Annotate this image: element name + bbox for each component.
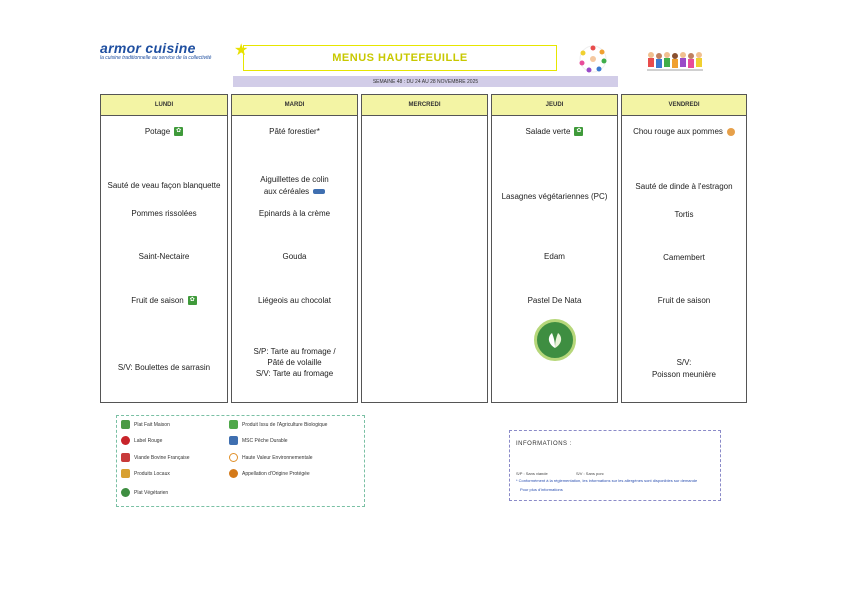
week-range-bar: SEMAINE 48 : DU 24 AU 28 NOVEMBRE 2025 — [233, 76, 618, 87]
info-title: INFORMATIONS : — [516, 441, 572, 447]
menu-item: Edam — [544, 252, 565, 261]
day-header: VENDREDI — [622, 95, 746, 116]
organic-icon: ✿ — [176, 128, 182, 135]
day-column-vendredi — [621, 94, 747, 403]
brand-tagline: la cuisine traditionnelle au service de la collectivité — [100, 55, 212, 61]
legend-item: Produit Issu de l'Agriculture Biologique — [229, 420, 327, 429]
menu-item: Pastel De Nata — [527, 296, 582, 305]
legend-item: Plat Fait Maison — [121, 420, 170, 429]
day-column-mercredi — [361, 94, 488, 403]
menu-item: Fruit de saison — [657, 296, 711, 305]
day-column-jeudi — [491, 94, 618, 403]
menu-item: Lasagnes végétariennes (PC) — [501, 192, 608, 201]
brand-logo: armor cuisine — [100, 40, 196, 56]
menu-item: S/P: Tarte au fromage / Pâté de volaille — [253, 347, 336, 367]
aop-icon — [229, 469, 238, 478]
msc-fish-icon — [229, 436, 238, 445]
legend-box — [116, 415, 365, 507]
info-line: S/P : Sans viande — [516, 471, 548, 476]
msc-fish-icon — [313, 189, 325, 194]
beef-france-icon — [121, 453, 130, 462]
menu-item: Gouda — [282, 252, 307, 261]
menu-item: Potage ✿ — [144, 127, 182, 136]
hve-icon — [229, 453, 238, 462]
local-products-icon — [727, 128, 735, 136]
menu-item: Liégeois au chocolat — [258, 296, 331, 305]
day-column-mardi — [231, 94, 358, 403]
information-box — [509, 430, 721, 501]
info-line: S/V : Sans porc — [576, 471, 604, 476]
info-link[interactable]: Pour plus d'informations — [520, 487, 563, 492]
menu-item: Fruit de saison ✿ — [131, 296, 195, 305]
menu-item: Saint-Nectaire — [138, 252, 190, 261]
menu-item: Pâté forestier* — [269, 127, 320, 136]
vegetarian-icon — [534, 319, 576, 361]
star-icon: ★ — [234, 40, 249, 59]
legend-item: Label Rouge — [121, 436, 162, 445]
legend-item: Viande Bovine Française — [121, 453, 190, 462]
menu-item: aux céréales — [232, 186, 357, 197]
page-title: MENUS HAUTEFEUILLE — [243, 45, 557, 71]
menu-item: S/V: Boulettes de sarrasin — [117, 363, 211, 372]
children-group-icon — [645, 49, 705, 75]
menu-item: Epinards à la crème — [258, 209, 331, 218]
children-circle-icon — [578, 44, 608, 74]
menu-item: Aiguillettes de colin — [260, 175, 329, 184]
menu-item: Sauté de veau façon blanquette — [107, 181, 221, 190]
organic-icon: ✿ — [189, 297, 195, 304]
menu-item: Poisson meunière — [651, 370, 717, 379]
menu-item: Chou rouge aux pommes — [622, 126, 746, 137]
local-products-icon — [121, 469, 130, 478]
legend-item: Plat Végétarien — [121, 488, 168, 497]
day-header: JEUDI — [492, 95, 617, 116]
house-icon — [121, 420, 130, 429]
organic-icon: ✿ — [576, 128, 582, 135]
legend-item: Appellation d'Origine Protégée — [229, 469, 310, 478]
day-header: LUNDI — [101, 95, 227, 116]
day-header: MARDI — [232, 95, 357, 116]
menu-item: Tortis — [674, 210, 694, 219]
menu-item: Salade verte ✿ — [525, 127, 582, 136]
menu-item: Sauté de dinde à l'estragon — [635, 182, 733, 191]
menu-item: Camembert — [663, 253, 705, 262]
organic-icon — [229, 420, 238, 429]
menu-item: S/V: — [676, 358, 692, 367]
day-column-lundi — [100, 94, 228, 403]
vegetarian-icon — [121, 488, 130, 497]
legend-item: Produits Locaux — [121, 469, 170, 478]
label-rouge-icon — [121, 436, 130, 445]
menu-item: Pommes rissolées — [131, 209, 197, 218]
menu-item: S/V: Tarte au fromage — [255, 369, 334, 378]
legend-item: Haute Valeur Environnementale — [229, 453, 313, 462]
day-header: MERCREDI — [362, 95, 487, 116]
info-line: * Conformément à la réglementation, les informations sur les allergènes sont disponibles sur demande — [516, 478, 698, 483]
legend-item: MSC Pêche Durable — [229, 436, 288, 445]
